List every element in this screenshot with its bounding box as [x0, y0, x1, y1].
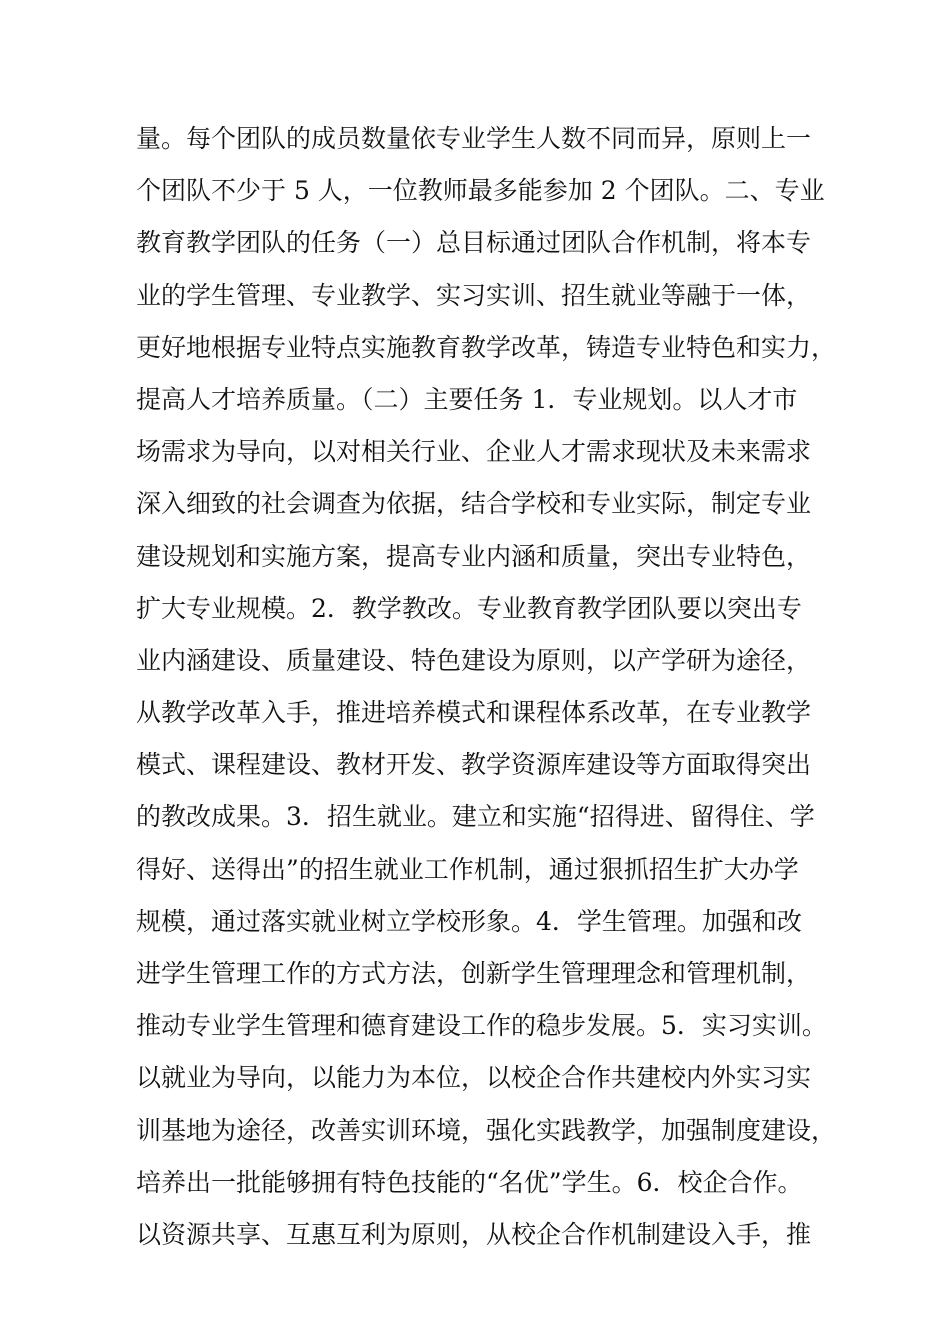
text-line: 得好、送得出”的招生就业工作机制，通过狠抓招生扩大办学	[136, 854, 799, 884]
text-line: 量。每个团队的成员数量依专业学生人数不同而异，原则上一	[136, 124, 812, 153]
text-line: 模式、课程建设、教材开发、教学资源库建设等方面取得突出	[136, 750, 812, 780]
text-line: 从教学改革入手，推进培养模式和课程体系改革，在专业教学	[136, 698, 812, 728]
text-line: 教育教学团队的任务（一）总目标通过团队合作机制，将本专	[136, 228, 812, 258]
body-text	[136, 113, 836, 1261]
text-line: 规模，通过落实就业树立学校形象。4．学生管理。加强和改	[136, 906, 802, 936]
text-line: 更好地根据专业特点实施教育教学改革，铸造专业特色和实力，	[136, 332, 837, 362]
text-line: 建设规划和实施方案，提高专业内涵和质量，突出专业特色，	[136, 541, 812, 571]
text-line: 训基地为途径，改善实训环境，强化实践教学，加强制度建设，	[136, 1115, 837, 1145]
text-line: 个团队不少于 5 人，一位教师最多能参加 2 个团队。二、专业	[136, 176, 825, 206]
text-line: 以资源共享、互惠互利为原则，从校企合作机制建设入手，推	[136, 1219, 812, 1249]
text-line: 业内涵建设、质量建设、特色建设为原则，以产学研为途径，	[136, 645, 812, 675]
text-line: 深入细致的社会调查为依据，结合学校和专业实际，制定专业	[136, 489, 812, 519]
text-line: 以就业为导向，以能力为本位，以校企合作共建校内外实习实	[136, 1063, 812, 1093]
text-line: 扩大专业规模。2．教学教改。专业教育教学团队要以突出专	[136, 593, 802, 623]
text-line: 的教改成果。3．招生就业。建立和实施“招得进、留得住、学	[136, 802, 815, 832]
text-line: 进学生管理工作的方式方法，创新学生管理理念和管理机制，	[136, 959, 812, 988]
text-line: 提高人才培养质量。（二）主要任务 1．专业规划。以人才市	[136, 384, 798, 414]
text-line: 推动专业学生管理和德育建设工作的稳步发展。5．实习实训。	[136, 1011, 827, 1041]
text-line: 场需求为导向，以对相关行业、企业人才需求现状及未来需求	[136, 437, 812, 467]
text-line: 培养出一批能够拥有特色技能的“名优”学生。6．校企合作。	[136, 1167, 803, 1197]
text-line: 业的学生管理、专业教学、实习实训、招生就业等融于一体，	[136, 280, 812, 310]
